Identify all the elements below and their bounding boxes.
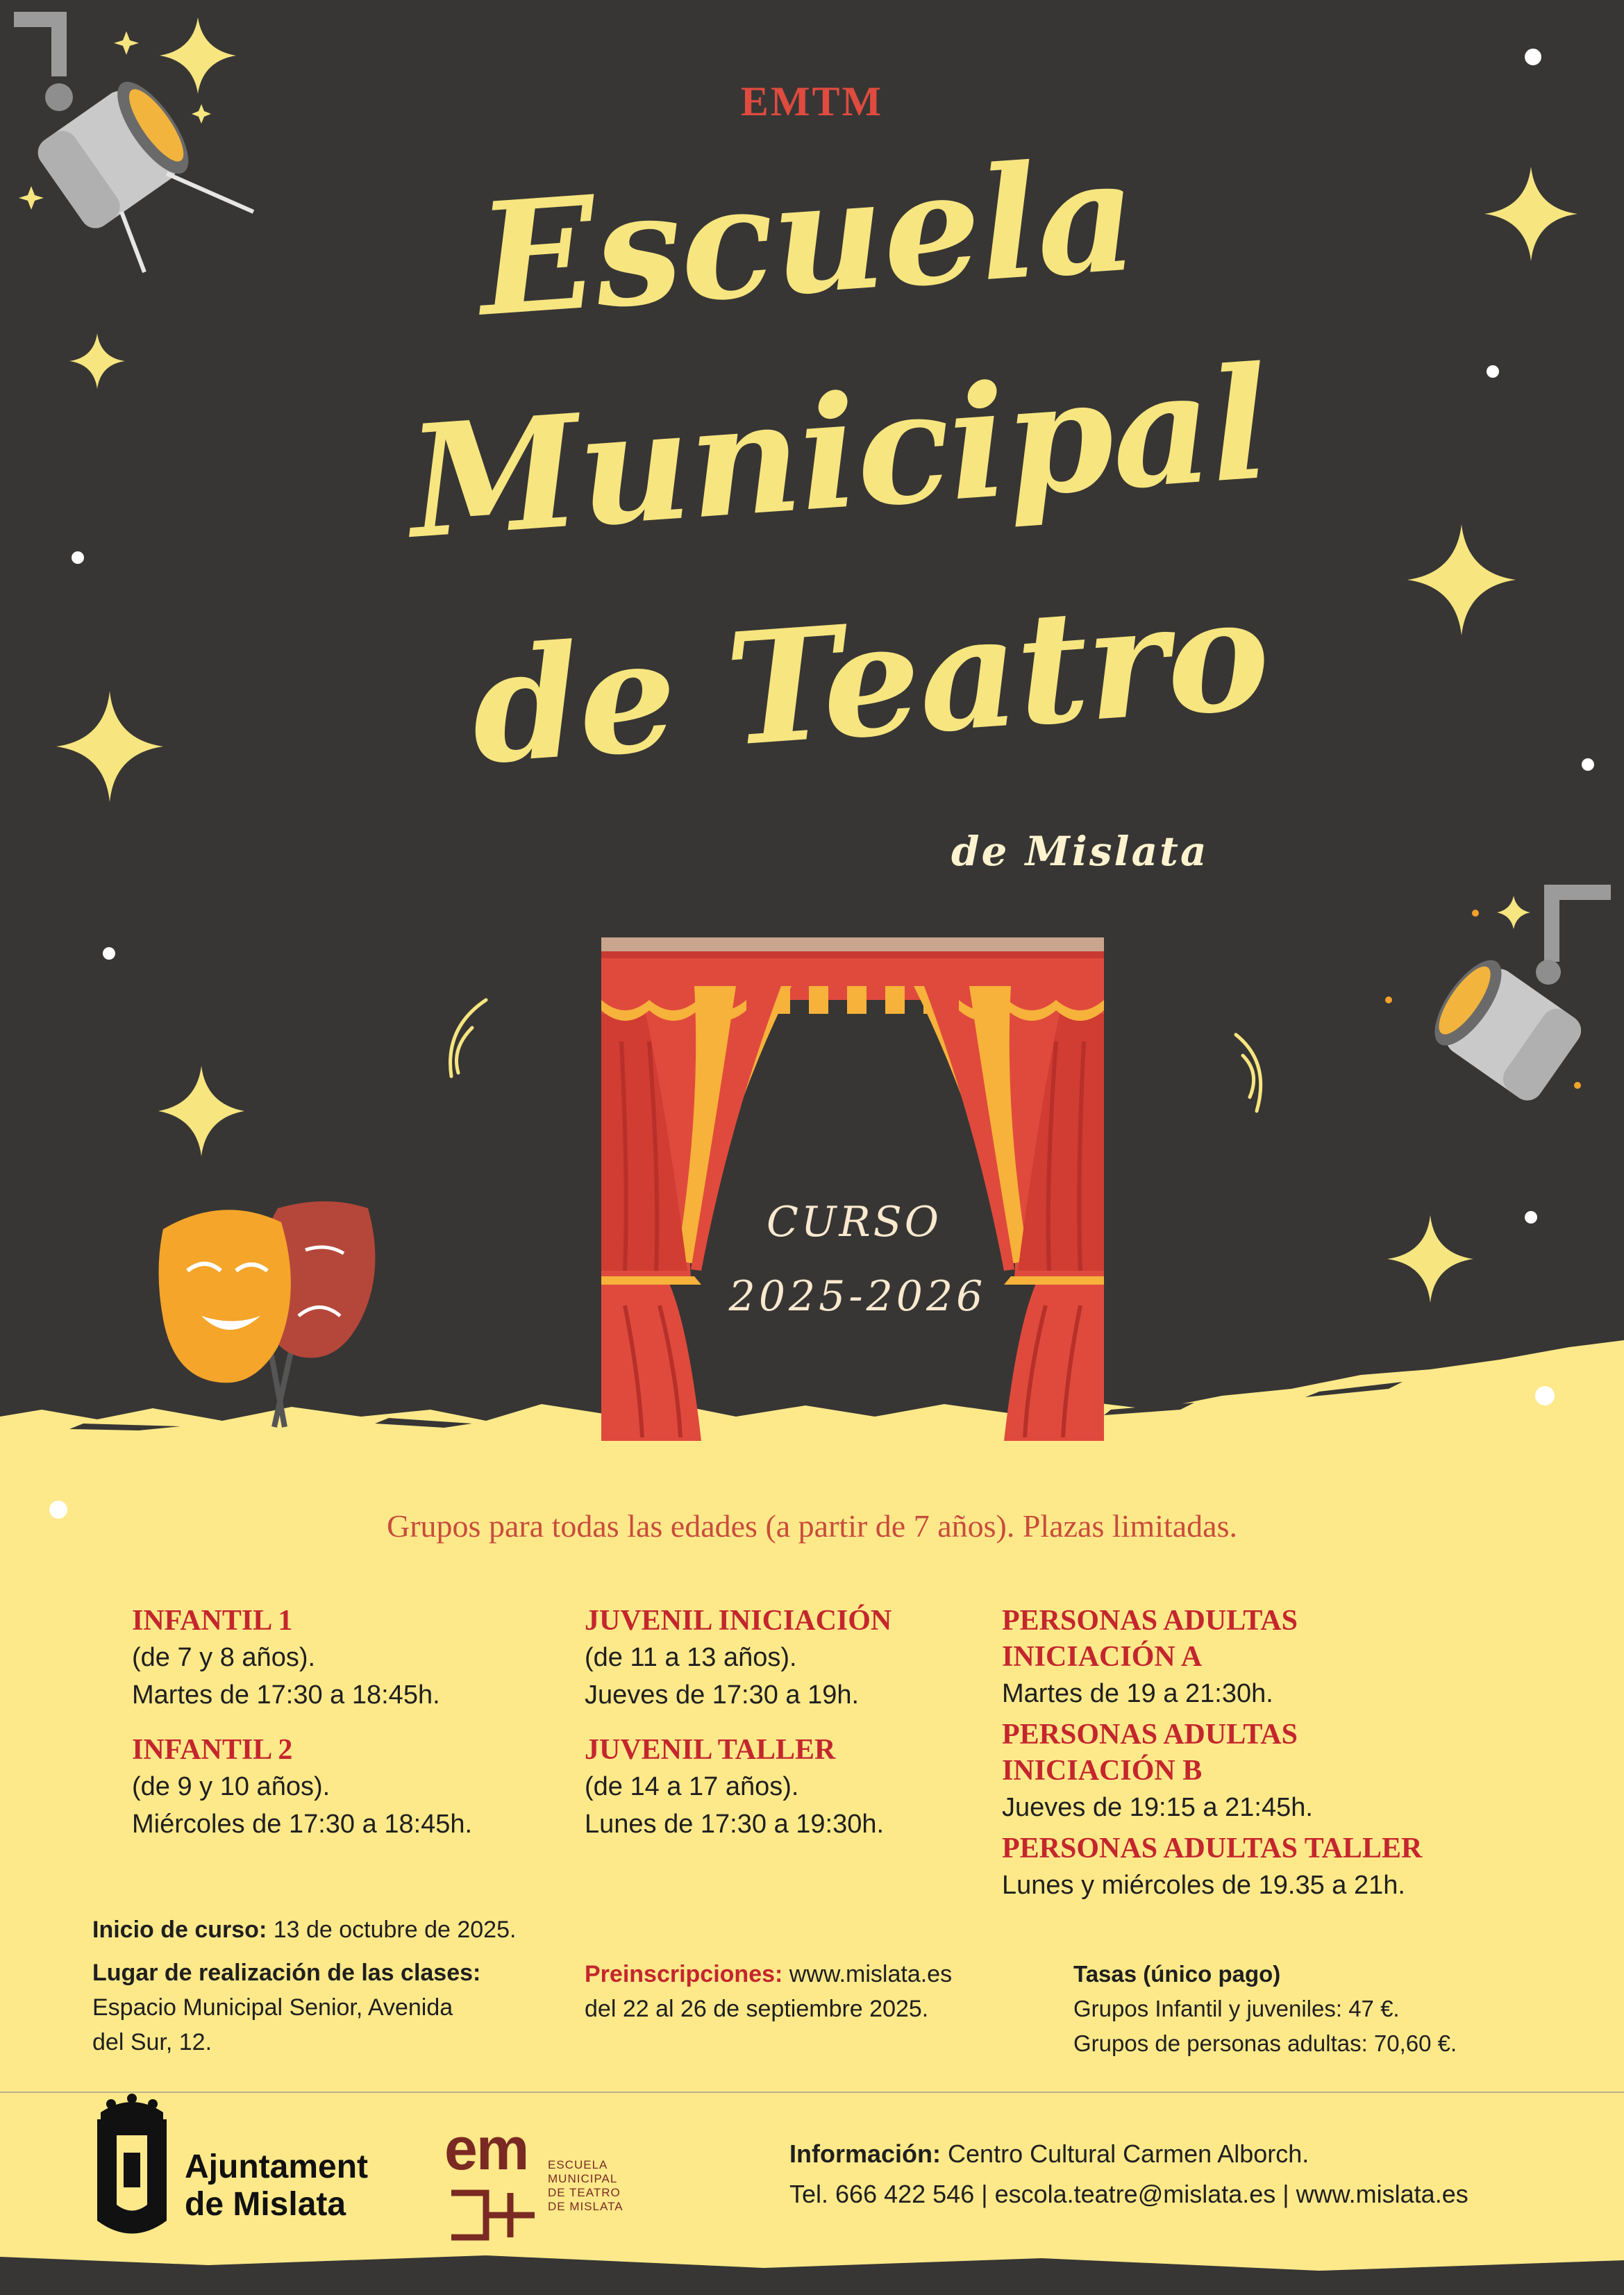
place-label: Lugar de realización de las clases:	[92, 1960, 481, 1986]
group-infantil-1	[132, 1603, 632, 1714]
title-line-1: Escuela	[472, 125, 1141, 351]
group-title: PERSONAS ADULTAS TALLER	[1002, 1833, 1423, 1864]
contact-line: Tel. 666 422 546 | escola.teatre@mislata.es | www.mislata.es	[789, 2180, 1468, 2208]
group-adultas-iniciacion-b	[1002, 1717, 1571, 1826]
group-title: PERSONAS ADULTAS	[1002, 1605, 1298, 1637]
group-schedule: Jueves de 17:30 a 19h.	[585, 1680, 860, 1710]
group-title: PERSONAS ADULTAS	[1002, 1719, 1298, 1751]
group-schedule: Miércoles de 17:30 a 18:45h.	[132, 1810, 473, 1839]
fees-label: Tasas (único pago)	[1073, 1961, 1281, 1987]
ajuntament-crest-icon	[97, 2094, 167, 2234]
star-icon	[1484, 167, 1577, 261]
group-title: INFANTIL 1	[132, 1605, 293, 1637]
school-acronym: EMTM	[740, 78, 884, 124]
ajuntament-logo-text: Ajuntament de Mislata	[185, 2148, 368, 2223]
fees-line: Grupos Infantil y juveniles: 47 €.	[1073, 1996, 1400, 2021]
intro-text: Grupos para todas las edades (a partir de 7 años). Plazas limitadas.	[387, 1508, 1237, 1544]
course-label: CURSO	[767, 1198, 941, 1246]
group-title: INICIACIÓN B	[1002, 1755, 1203, 1787]
group-schedule: Martes de 17:30 a 18:45h.	[132, 1680, 440, 1710]
theatre-masks-icon	[159, 1201, 376, 1427]
start-label: Inicio de curso:	[92, 1917, 267, 1943]
course-details	[92, 1912, 578, 2060]
prereg-label: Preinscripciones:	[585, 1961, 783, 1987]
spotlight-icon	[1423, 892, 1611, 1108]
group-infantil-2	[132, 1732, 632, 1843]
group-title: JUVENIL TALLER	[585, 1734, 836, 1766]
groups-column-3	[1002, 1603, 1571, 1904]
group-schedule: Martes de 19 a 21:30h.	[1002, 1679, 1273, 1708]
star-icon	[1407, 524, 1516, 635]
star-icon	[158, 1066, 244, 1156]
star-icon	[1387, 1215, 1473, 1303]
preregistration	[585, 1957, 1071, 2026]
group-ages: (de 11 a 13 años).	[585, 1643, 797, 1672]
group-ages: (de 7 y 8 años).	[132, 1643, 316, 1672]
star-icon	[1497, 896, 1530, 929]
group-schedule: Jueves de 19:15 a 21:45h.	[1002, 1793, 1313, 1822]
group-schedule: Lunes y miércoles de 19.35 a 21h.	[1002, 1871, 1405, 1900]
start-date	[92, 1912, 578, 1947]
star-icon	[69, 333, 125, 389]
fees	[1073, 1957, 1601, 2061]
star-icon	[56, 691, 163, 802]
title-line-3: de Teatro	[465, 563, 1274, 799]
group-title: INFANTIL 2	[132, 1734, 293, 1766]
contact-info	[789, 2134, 1468, 2214]
groups-column-1	[132, 1603, 632, 1861]
group-ages: (de 9 y 10 años).	[132, 1772, 330, 1801]
group-adultas-taller	[1002, 1830, 1571, 1904]
course-years: 2025-2026	[728, 1272, 987, 1321]
title-line-2: Municipal	[403, 333, 1273, 574]
prereg-link[interactable]: www.mislata.es	[789, 1961, 953, 1987]
subtitle: de Mislata	[951, 828, 1209, 875]
group-title: INICIACIÓN A	[1002, 1641, 1203, 1673]
place-line: del Sur, 12.	[92, 2029, 212, 2055]
group-adultas-iniciacion-a	[1002, 1603, 1571, 1712]
emt-logo-letters: em	[444, 2116, 528, 2183]
stage-curtain-icon	[601, 937, 1104, 1441]
place-line: Espacio Municipal Senior, Avenida	[92, 1994, 453, 2021]
info-label: Información:	[789, 2139, 941, 2168]
prereg-dates: del 22 al 26 de septiembre 2025.	[585, 1996, 929, 2022]
group-schedule: Lunes de 17:30 a 19:30h.	[585, 1810, 885, 1839]
group-title: JUVENIL INICIACIÓN	[585, 1605, 892, 1637]
group-ages: (de 14 a 17 años).	[585, 1772, 799, 1801]
info-value: Centro Cultural Carmen Alborch.	[948, 2139, 1309, 2168]
fees-line: Grupos de personas adultas: 70,60 €.	[1073, 2030, 1457, 2056]
footer-divider	[0, 2092, 1624, 2093]
start-value: 13 de octubre de 2025.	[273, 1917, 517, 1943]
emt-logo-caption: ESCUELA MUNICIPAL DE TEATRO DE MISLATA	[548, 2158, 623, 2213]
